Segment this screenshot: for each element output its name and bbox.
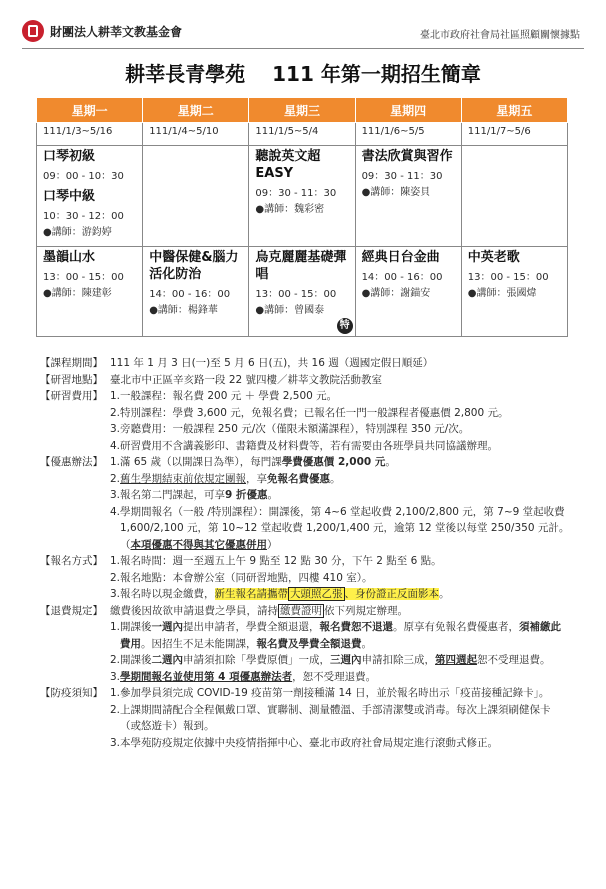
course-time: 13：00 - 15：00 <box>255 289 337 300</box>
text: ，享 <box>246 472 268 485</box>
header-divider <box>22 48 584 49</box>
date-cell: 111/1/7~5/6 <box>461 123 567 146</box>
special-course-badge: 特 <box>337 318 353 334</box>
course-name: 烏克麗麗基礎彈唱 <box>255 250 347 282</box>
course-time: 13：00 - 15：00 <box>43 272 124 283</box>
text: 繳費後因故欲申請退費之學員，請持 <box>110 604 278 617</box>
covid-item: 3.本學苑防疫規定依據中央疫情指揮中心、臺北市政府社會局規定進行滾動式修正。 <box>110 736 499 749</box>
period-text: 111 年 1 月 3 日(一)至 5 月 6 日(五)，共 16 週（週國定假日順延） <box>110 357 434 369</box>
section-label: 【防疫須知】 <box>40 687 103 699</box>
organization-name: 財團法人耕莘文教基金會 <box>50 25 183 39</box>
place-text: 臺北市中正區辛亥路一段 22 號四樓／耕莘文教院活動教室 <box>110 373 383 386</box>
covid-list <box>110 685 570 751</box>
day-header: 星期三 <box>249 98 355 123</box>
text-highlight: 、身份證正反面影本 <box>344 588 440 600</box>
text-bold: 免報名費優惠 <box>267 472 331 485</box>
refund-row <box>40 603 570 686</box>
text-bold: 須補繳此費用 <box>120 621 562 650</box>
refund-item <box>110 652 570 669</box>
course-time: 10：30 - 12：00 <box>43 211 124 222</box>
foundation-logo-icon <box>22 20 44 42</box>
refund-item <box>110 619 570 652</box>
refund-item <box>110 669 570 686</box>
place-row <box>40 372 570 389</box>
text: 。因招生不足未能開課， <box>141 637 257 650</box>
course-schedule-table <box>36 97 568 337</box>
covid-item: 1.參加學員須完成 COVID-19 疫苗第一劑接種滿 14 日，並於報名時出示「疫苗接種記錄卡」。 <box>110 687 550 699</box>
day-header: 星期一 <box>37 98 143 123</box>
text: 4.學期間報名（一般 /特別課程）：開課後，第 4~6 堂起收費 2,100/2,800 元，第 7~9 堂起收費 1,600/2,100 元，第 10~12 堂起收費 1,200/1,400 元，逾第 12 堂後以每堂 250/350 元計。（ <box>110 505 570 551</box>
course-cell <box>249 146 355 247</box>
course-cell <box>461 247 567 337</box>
day-header: 星期二 <box>143 98 249 123</box>
course-name: 口琴中級 <box>43 189 96 204</box>
course-teacher: ●講師：楊鋒華 <box>149 305 218 316</box>
course-time: 14：00 - 16：00 <box>149 289 231 300</box>
course-name: 墨韻山水 <box>43 250 96 265</box>
course-block <box>43 148 136 182</box>
section-label: 【研習地點】 <box>40 373 103 386</box>
course-cell <box>37 146 143 247</box>
text: 2. <box>110 472 121 485</box>
title-sub: 111 年第一期招生簡章 <box>272 62 481 86</box>
refund-intro <box>110 603 570 620</box>
text: 申請扣除三成， <box>361 654 436 666</box>
text-bold: 三週內 <box>330 654 362 666</box>
text: 。 <box>385 456 396 468</box>
date-cell: 111/1/5~5/4 <box>249 123 355 146</box>
course-teacher: ●講師：魏彩密 <box>255 204 325 215</box>
course-cell-empty <box>143 146 249 247</box>
section-label: 【報名方式】 <box>40 555 103 567</box>
fee-item: 2.特別課程：學費 3,600 元，免報名費；已報名任一門一般課程者優惠價 2,800 元。 <box>110 406 509 419</box>
text: 3.報名時以現金繳費， <box>110 588 215 600</box>
date-cell: 111/1/6~5/5 <box>355 123 461 146</box>
course-cell <box>355 146 461 247</box>
section-label: 【課程期間】 <box>40 357 103 369</box>
course-time: 09：30 - 11：30 <box>361 171 443 182</box>
course-cell <box>249 247 355 337</box>
text: 。 <box>330 472 341 485</box>
covid-item: 2.上課期間請配合全程佩戴口罩、實聯制、測量體溫、手部清潔雙或消毒。每次上課須刷健保卡（或悠遊卡）報到。 <box>110 703 551 732</box>
signup-row <box>40 553 570 603</box>
course-name: 經典日台金曲 <box>361 250 440 265</box>
text-boxed: 繳費證明 <box>280 604 322 617</box>
course-name: 中醫保健&腦力活化防治 <box>149 250 239 282</box>
course-time: 09：00 - 10：30 <box>43 171 124 182</box>
text-highlight: 新生報名請攜帶 <box>214 588 289 600</box>
section-label: 【優惠辦法】 <box>40 456 103 468</box>
course-time: 13：00 - 15：00 <box>467 272 549 283</box>
text: 。原享有免報名費優惠者， <box>393 621 520 633</box>
text: 依下列規定辦理。 <box>324 604 408 617</box>
course-block <box>43 188 136 238</box>
date-row <box>37 123 568 146</box>
fee-list <box>110 388 570 454</box>
text: 2.開課後 <box>110 654 152 666</box>
course-name: 聽說英文超 EASY <box>255 149 321 181</box>
signup-item: 2.報名地點：本會辦公室（同研習地點，四樓 410 室）。 <box>110 571 373 584</box>
header-note: 臺北市政府社會局社區照顧關懷據點 <box>420 30 580 41</box>
text: 申請須扣除「學費原價」一成， <box>183 654 331 666</box>
fee-row <box>40 388 570 454</box>
afternoon-row <box>37 247 568 337</box>
course-name: 書法欣賞與習作 <box>361 149 453 164</box>
course-teacher: ●講師：陳建彰 <box>43 288 112 299</box>
day-header: 星期五 <box>461 98 567 123</box>
signup-item <box>110 586 570 603</box>
text-bold: 二週內 <box>151 654 184 666</box>
period-row <box>40 355 570 372</box>
date-cell: 111/1/3~5/16 <box>37 123 143 146</box>
discount-item <box>110 454 570 471</box>
signup-list <box>110 553 570 603</box>
page-title <box>0 58 606 87</box>
covid-row <box>40 685 570 751</box>
refund-list <box>110 603 570 686</box>
text: 。 <box>361 637 372 650</box>
fee-item: 3.旁聽費用：一般課程 250 元/次（僅限未額滿課程），特別課程 350 元/次。 <box>110 423 470 435</box>
page-header <box>22 18 584 46</box>
course-name: 口琴初級 <box>43 149 96 164</box>
course-time: 09：30 - 11：30 <box>255 188 337 199</box>
course-cell <box>37 247 143 337</box>
text: 。 <box>439 588 450 600</box>
course-cell <box>355 247 461 337</box>
text-highlight-boxed: 大頭照乙張 <box>290 588 343 600</box>
date-cell: 111/1/4~5/10 <box>143 123 249 146</box>
day-header-row <box>37 98 568 123</box>
text: 提出申請者，學費全額退還， <box>183 621 320 633</box>
course-teacher: ●講師：謝錨安 <box>361 288 431 299</box>
text-bold: 報名費及學費全額退費 <box>256 637 362 650</box>
fee-item: 1.一般課程：報名費 200 元 ＋ 學費 2,500 元。 <box>110 390 338 402</box>
day-header: 星期四 <box>355 98 461 123</box>
fee-item: 4.研習費用不含講義影印、書籍費及材料費等，若有需要由各班學員共同協議辦理。 <box>110 439 499 452</box>
text-bold: 報名費恕不退還 <box>319 621 394 633</box>
text-underlined: 舊生學期結束前依規定團報 <box>120 472 247 485</box>
course-cell <box>143 247 249 337</box>
signup-item: 1.報名時間：週一至週五上午 9 點至 12 點 30 分，下午 2 點至 6 點。 <box>110 555 442 567</box>
course-name: 中英老歌 <box>467 250 520 265</box>
text-bold-underlined: 本項優惠不得與其它優惠併用 <box>130 538 267 551</box>
text: 。 <box>267 489 278 501</box>
morning-row <box>37 146 568 247</box>
discount-item <box>110 504 570 554</box>
enrollment-info <box>40 355 570 751</box>
discount-row <box>40 454 570 553</box>
course-teacher: ●講師：張國煒 <box>467 288 537 299</box>
course-cell-empty <box>461 146 567 247</box>
course-teacher: ●講師：曾國泰 <box>255 305 325 316</box>
course-teacher: ●講師：陳姿貝 <box>361 187 431 198</box>
text: 3. <box>110 670 121 683</box>
section-label: 【研習費用】 <box>40 390 103 402</box>
course-time: 14：00 - 16：00 <box>361 272 443 283</box>
discount-item <box>110 487 570 504</box>
course-teacher: ●講師：游鈞婷 <box>43 227 112 238</box>
text: 1.滿 65 歲（以開課日為準），每門課 <box>110 456 282 468</box>
discount-item <box>110 471 570 488</box>
text: ） <box>267 538 278 551</box>
text: ，恕不受理退費。 <box>292 670 377 683</box>
title-main: 耕莘長青學苑 <box>125 62 246 86</box>
discount-list <box>110 454 570 553</box>
section-label: 【退費規定】 <box>40 604 103 617</box>
text-bold: 學費優惠價 2,000 元 <box>281 456 386 468</box>
text-bold-underlined: 第四週起 <box>435 654 478 666</box>
text: 3.報名第二門課起，可享 <box>110 489 226 501</box>
text: 1.開課後 <box>110 621 152 633</box>
text-bold: 一週內 <box>151 621 184 633</box>
text-bold-underlined: 學期間報名並使用第 4 項優惠辦法者 <box>120 670 293 683</box>
text: 恕不受理退費。 <box>477 654 551 666</box>
text-bold: 9 折優惠 <box>225 489 268 501</box>
